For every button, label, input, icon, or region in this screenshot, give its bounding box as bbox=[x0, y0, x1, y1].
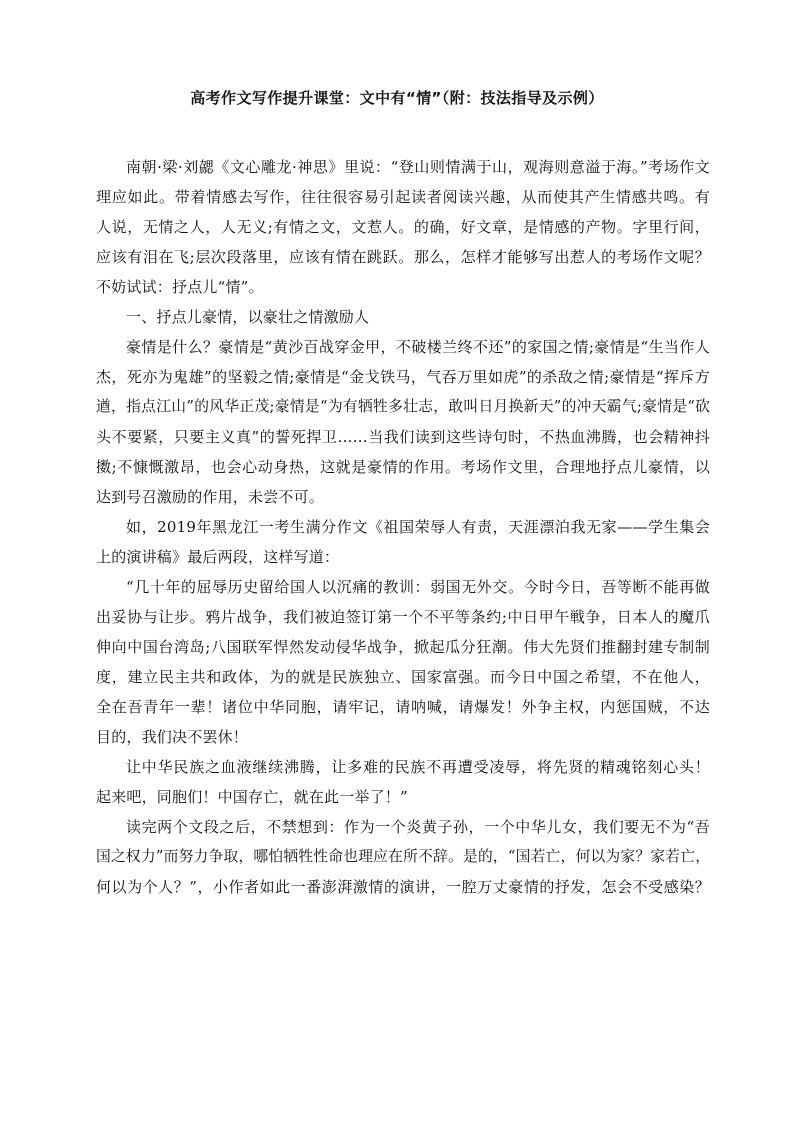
quote-line: 出妥协与让步。鸦片战争，我们被迫签订第一个不平等条约;中日甲午戦争，日本人的魔爪 bbox=[96, 608, 710, 626]
paragraph-line: 理应如此。带着情感去写作，往往很容易引起读者阅读兴趣，从而使其产生情感共鸣。有 bbox=[96, 188, 710, 206]
paragraph-line: 擞;不慷慨激昂，也会心动身热，这就是豪情的作用。考场作文里，合理地抒点儿豪情，以 bbox=[96, 458, 710, 476]
document-body bbox=[96, 152, 710, 902]
quote-line: 起来吧，同胞们！中国存亡，就在此一举了！” bbox=[96, 788, 408, 806]
paragraph-line: 何以为个人？”，小作者如此一番澎湃激情的演讲，一腔万丈豪情的抒发，怎会不受感染？ bbox=[96, 878, 710, 896]
quote-line: 让中华民族之血液继续沸腾，让多难的民族不再遭受凌辱，将先贤的精魂铭刻心头！ bbox=[126, 758, 710, 776]
paragraph-line: 杰，死亦为鬼雄”的坚毅之情;豪情是“金戈铁马，气吞万里如虎”的杀敌之情;豪情是“挥斥方 bbox=[96, 368, 710, 386]
quote-line: “几十年的屈辱历史留给国人以沉痛的教训：弱国无外交。今时今日，吾等断不能再做 bbox=[126, 578, 710, 596]
paragraph-line: 遒，指点江山”的风华正茂;豪情是“为有牺牲多壮志，敢叫日月换新天”的冲天霸气;豪情是“砍 bbox=[96, 398, 710, 415]
quote-line: 伸向中国台湾岛;八国联军悍然发动侵华战争，掀起瓜分狂潮。伟大先贤们推翻封建专制制 bbox=[96, 638, 710, 656]
paragraph-line: 上的演讲稿》最后两段，这样写道： bbox=[96, 548, 340, 566]
paragraph-line: 如，2019年黑龙江一考生满分作文《祖国荣辱人有责，天涯漂泊我无家——学生集会 bbox=[126, 518, 710, 536]
paragraph-line: 南朝·梁·刘勰《文心雕龙·神思》里说：“登山则情满于山，观海则意溢于海。”考场作文 bbox=[126, 158, 710, 176]
paragraph-line: 应该有泪在飞;层次段落里，应该有情在跳跃。那么，怎样才能够写出惹人的考场作文呢？ bbox=[96, 248, 710, 266]
paragraph-line: 头不要紧，只要主义真”的誓死捍卫……当我们读到这些诗句时，不热血沸腾，也会精神抖 bbox=[96, 428, 710, 446]
paragraph-line: 国之权力”而努力争取，哪怕牺牲性命也理应在所不辞。是的，“国若亡，何以为家？家若亡， bbox=[96, 848, 710, 865]
section-heading: 一、抒点儿豪情，以豪壮之情激励人 bbox=[126, 308, 370, 326]
quote-line: 度，建立民主共和政体，为的就是民族独立、国家富强。而今日中国之希望，不在他人， bbox=[96, 668, 710, 686]
paragraph-line: 达到号召激励的作用，未尝不可。 bbox=[96, 488, 325, 506]
paragraph-line: 不妨试试：抒点儿“情”。 bbox=[96, 278, 264, 296]
document-title: 高考作文写作提升课堂：文中有“情”（附：技法指导及示例） bbox=[190, 89, 604, 107]
paragraph-line: 读完两个文段之后，不禁想到：作为一个炎黄子孙，一个中华儿女，我们要无不为“吾 bbox=[126, 818, 710, 836]
quote-line: 目的，我们决不罢休！ bbox=[96, 728, 249, 746]
quote-line: 全在吾青年一辈！诸位中华同胞，请牢记，请呐喊，请爆发！外争主权，内惩国贼，不达 bbox=[96, 698, 710, 716]
paragraph-line: 人说，无情之人，人无义;有情之文，文惹人。的确，好文章，是情感的产物。字里行间， bbox=[96, 218, 710, 236]
paragraph-line: 豪情是什么？豪情是“黄沙百战穿金甲，不破楼兰终不还”的家国之情;豪情是“生当作人 bbox=[126, 338, 710, 356]
